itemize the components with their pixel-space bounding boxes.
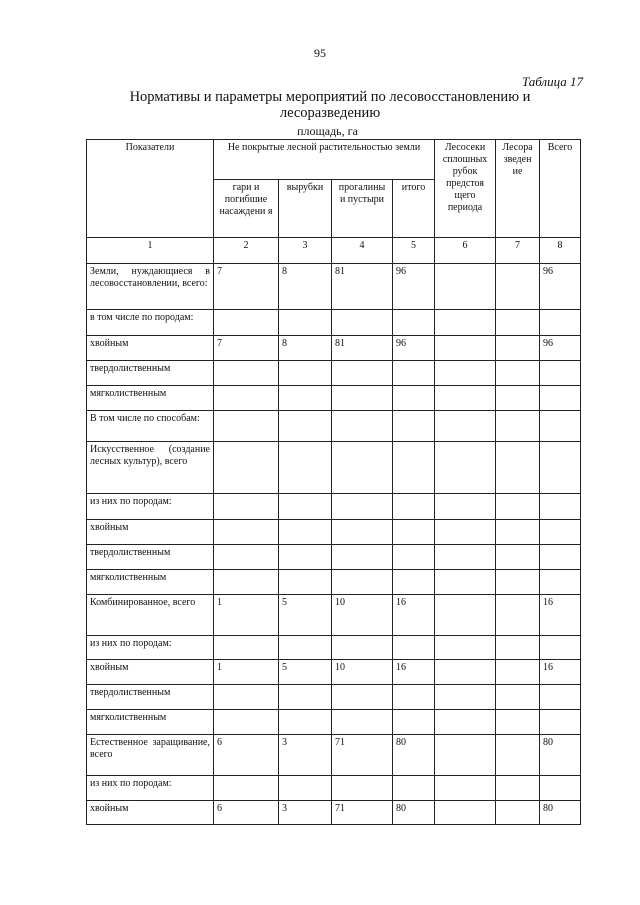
row-label: Естественное заращивание, всего xyxy=(87,735,214,776)
value-cell xyxy=(393,494,435,520)
value-cell xyxy=(279,685,332,710)
value-cell xyxy=(332,386,393,411)
value-cell xyxy=(279,494,332,520)
document-title: Нормативы и параметры мероприятий по лесовосстановлению и лесоразведению xyxy=(129,89,531,121)
value-cell xyxy=(214,776,279,801)
value-cell xyxy=(279,411,332,442)
row-label: Земли, нуждающиеся в лесовосстановлении, всего: xyxy=(87,264,214,310)
row-label: хвойным xyxy=(87,520,214,545)
table-row xyxy=(87,776,581,801)
value-cell xyxy=(496,336,540,361)
row-label: из них по породам: xyxy=(87,776,214,801)
row-label: мягколиственным xyxy=(87,570,214,595)
value-cell xyxy=(540,411,581,442)
value-cell xyxy=(540,310,581,336)
value-cell xyxy=(496,570,540,595)
value-cell xyxy=(496,411,540,442)
value-cell: 81 xyxy=(332,336,393,361)
column-number: 7 xyxy=(496,238,540,264)
value-cell: 7 xyxy=(214,336,279,361)
value-cell: 96 xyxy=(393,264,435,310)
value-cell xyxy=(540,494,581,520)
value-cell xyxy=(332,570,393,595)
table-row xyxy=(87,545,581,570)
header-burned: гари и погибшие насаждени я xyxy=(214,180,279,238)
table-row xyxy=(87,494,581,520)
value-cell xyxy=(332,494,393,520)
row-label: твердолиственным xyxy=(87,545,214,570)
value-cell: 6 xyxy=(214,735,279,776)
value-cell: 10 xyxy=(332,595,393,636)
value-cell: 16 xyxy=(393,660,435,685)
row-label: в том числе по породам: xyxy=(87,310,214,336)
value-cell xyxy=(393,520,435,545)
value-cell xyxy=(540,520,581,545)
value-cell xyxy=(496,776,540,801)
header-total-group: итого xyxy=(393,180,435,238)
row-label: мягколиственным xyxy=(87,386,214,411)
value-cell: 7 xyxy=(214,264,279,310)
value-cell xyxy=(435,801,496,825)
value-cell xyxy=(214,386,279,411)
row-label: Искусственное (создание лесных культур), всего xyxy=(87,442,214,494)
value-cell: 16 xyxy=(540,595,581,636)
value-cell xyxy=(214,411,279,442)
value-cell xyxy=(332,636,393,660)
header-afforestation: Лесора зведен ие xyxy=(496,140,540,238)
row-label: из них по породам: xyxy=(87,636,214,660)
table-row xyxy=(87,660,581,685)
value-cell xyxy=(435,386,496,411)
column-number: 5 xyxy=(393,238,435,264)
table-row xyxy=(87,310,581,336)
row-label: твердолиственным xyxy=(87,685,214,710)
table-row xyxy=(87,595,581,636)
value-cell xyxy=(435,776,496,801)
value-cell xyxy=(279,520,332,545)
value-cell: 3 xyxy=(279,735,332,776)
value-cell xyxy=(435,411,496,442)
value-cell: 5 xyxy=(279,595,332,636)
value-cell xyxy=(214,570,279,595)
value-cell xyxy=(496,595,540,636)
value-cell xyxy=(393,685,435,710)
table-row xyxy=(87,685,581,710)
value-cell xyxy=(435,735,496,776)
value-cell xyxy=(214,636,279,660)
value-cell xyxy=(393,710,435,735)
header-not-covered: Не покрытые лесной растительностью земли xyxy=(214,140,435,180)
row-label: твердолиственным xyxy=(87,361,214,386)
column-number: 4 xyxy=(332,238,393,264)
value-cell xyxy=(435,660,496,685)
value-cell: 96 xyxy=(540,264,581,310)
value-cell xyxy=(435,710,496,735)
value-cell: 1 xyxy=(214,595,279,636)
page-number: 95 xyxy=(314,46,326,60)
table-row xyxy=(87,386,581,411)
row-label: из них по породам: xyxy=(87,494,214,520)
row-label: хвойным xyxy=(87,336,214,361)
value-cell xyxy=(279,310,332,336)
value-cell xyxy=(496,660,540,685)
value-cell xyxy=(332,411,393,442)
column-number: 3 xyxy=(279,238,332,264)
table-row xyxy=(87,336,581,361)
value-cell xyxy=(393,361,435,386)
value-cell xyxy=(279,386,332,411)
value-cell: 71 xyxy=(332,735,393,776)
value-cell xyxy=(496,386,540,411)
value-cell xyxy=(332,710,393,735)
value-cell xyxy=(279,442,332,494)
value-cell xyxy=(435,685,496,710)
units-label: площадь, га xyxy=(297,124,358,138)
value-cell xyxy=(540,636,581,660)
value-cell xyxy=(279,710,332,735)
value-cell xyxy=(435,442,496,494)
table-row xyxy=(87,411,581,442)
value-cell xyxy=(435,494,496,520)
value-cell xyxy=(332,310,393,336)
value-cell: 16 xyxy=(540,660,581,685)
value-cell xyxy=(279,361,332,386)
value-cell xyxy=(496,801,540,825)
value-cell xyxy=(435,520,496,545)
value-cell xyxy=(332,361,393,386)
value-cell xyxy=(496,685,540,710)
value-cell xyxy=(393,442,435,494)
value-cell xyxy=(435,595,496,636)
value-cell xyxy=(279,570,332,595)
value-cell xyxy=(496,735,540,776)
value-cell xyxy=(214,361,279,386)
value-cell xyxy=(279,776,332,801)
column-number: 6 xyxy=(435,238,496,264)
value-cell xyxy=(540,361,581,386)
table-body xyxy=(87,264,581,825)
value-cell xyxy=(540,386,581,411)
header-indicators: Показатели xyxy=(87,140,214,238)
value-cell: 80 xyxy=(393,801,435,825)
value-cell xyxy=(214,494,279,520)
value-cell xyxy=(540,710,581,735)
value-cell xyxy=(393,386,435,411)
row-label: Комбинированное, всего xyxy=(87,595,214,636)
value-cell: 8 xyxy=(279,264,332,310)
value-cell xyxy=(435,264,496,310)
value-cell xyxy=(496,710,540,735)
value-cell xyxy=(214,520,279,545)
header-clearcuts: Лесосеки сплошных рубок предстоя щего периода xyxy=(435,140,496,238)
value-cell xyxy=(435,336,496,361)
value-cell xyxy=(214,545,279,570)
value-cell: 5 xyxy=(279,660,332,685)
table-row xyxy=(87,264,581,310)
value-cell xyxy=(393,570,435,595)
value-cell xyxy=(496,310,540,336)
column-number: 8 xyxy=(540,238,581,264)
value-cell xyxy=(496,636,540,660)
table-row xyxy=(87,710,581,735)
value-cell: 81 xyxy=(332,264,393,310)
value-cell: 3 xyxy=(279,801,332,825)
value-cell xyxy=(214,685,279,710)
value-cell xyxy=(332,442,393,494)
value-cell xyxy=(214,442,279,494)
value-cell xyxy=(435,361,496,386)
table-row xyxy=(87,735,581,776)
value-cell xyxy=(496,361,540,386)
value-cell xyxy=(496,520,540,545)
column-numbers-row xyxy=(87,238,581,264)
value-cell xyxy=(435,545,496,570)
table-row xyxy=(87,520,581,545)
value-cell xyxy=(279,545,332,570)
value-cell xyxy=(540,685,581,710)
value-cell xyxy=(496,442,540,494)
value-cell: 16 xyxy=(393,595,435,636)
value-cell xyxy=(435,570,496,595)
value-cell xyxy=(393,545,435,570)
value-cell: 96 xyxy=(540,336,581,361)
value-cell xyxy=(332,776,393,801)
value-cell xyxy=(540,570,581,595)
header-glades: прогалины и пустыри xyxy=(332,180,393,238)
column-number: 1 xyxy=(87,238,214,264)
value-cell: 80 xyxy=(540,735,581,776)
header-total: Всего xyxy=(540,140,581,238)
value-cell: 80 xyxy=(393,735,435,776)
value-cell xyxy=(214,710,279,735)
value-cell: 80 xyxy=(540,801,581,825)
column-number: 2 xyxy=(214,238,279,264)
value-cell xyxy=(435,636,496,660)
table-row xyxy=(87,361,581,386)
value-cell xyxy=(540,545,581,570)
value-cell xyxy=(332,545,393,570)
value-cell xyxy=(393,636,435,660)
value-cell xyxy=(393,411,435,442)
value-cell xyxy=(279,636,332,660)
row-label: В том числе по способам: xyxy=(87,411,214,442)
value-cell: 10 xyxy=(332,660,393,685)
value-cell: 71 xyxy=(332,801,393,825)
value-cell: 8 xyxy=(279,336,332,361)
row-label: мягколиственным xyxy=(87,710,214,735)
value-cell xyxy=(496,545,540,570)
row-label: хвойным xyxy=(87,801,214,825)
header-cutovers: вырубки xyxy=(279,180,332,238)
value-cell xyxy=(540,776,581,801)
value-cell xyxy=(496,264,540,310)
value-cell xyxy=(214,310,279,336)
value-cell xyxy=(332,520,393,545)
value-cell xyxy=(540,442,581,494)
table-row xyxy=(87,801,581,825)
value-cell xyxy=(393,310,435,336)
value-cell xyxy=(332,685,393,710)
table-row xyxy=(87,636,581,660)
table-row xyxy=(87,570,581,595)
value-cell: 96 xyxy=(393,336,435,361)
table-label: Таблица 17 xyxy=(521,74,583,89)
value-cell xyxy=(496,494,540,520)
value-cell: 1 xyxy=(214,660,279,685)
value-cell xyxy=(393,776,435,801)
table-row xyxy=(87,442,581,494)
value-cell xyxy=(435,310,496,336)
row-label: хвойным xyxy=(87,660,214,685)
measures-table xyxy=(86,139,581,825)
value-cell: 6 xyxy=(214,801,279,825)
